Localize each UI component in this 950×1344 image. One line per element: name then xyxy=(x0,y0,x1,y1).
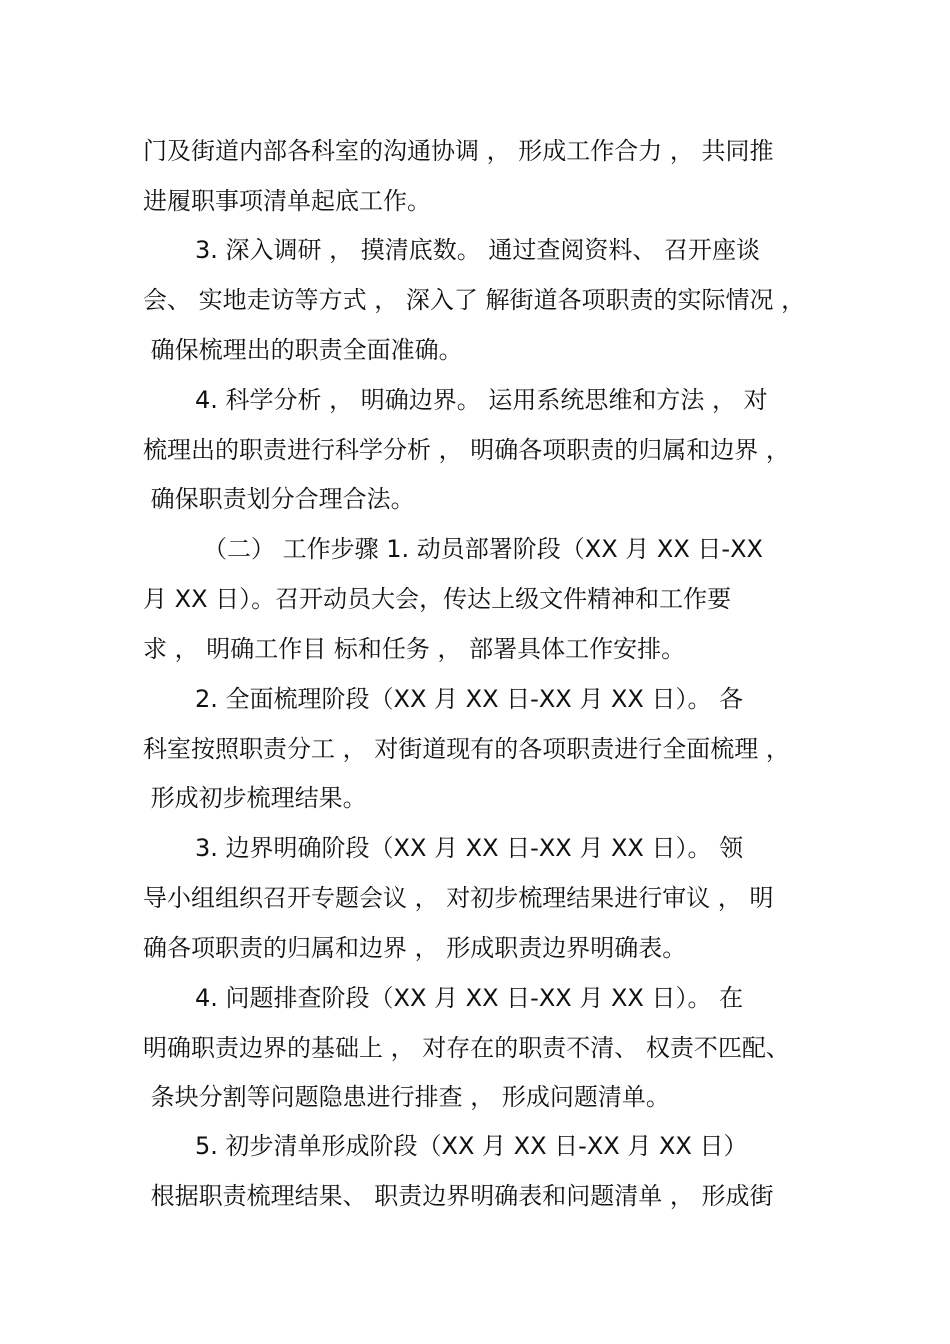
text-line: 进履职事项清单起底工作。 xyxy=(143,187,431,215)
text-line: 确各项职责的归属和边界 ， 形成职责边界明确表。 xyxy=(143,934,687,962)
text-line: 科室按照职责分工 ， 对街道现有的各项职责进行全面梳理 ， xyxy=(143,735,790,763)
text-line: 根据职责梳理结果、 职责边界明确表和问题清单 ， 形成街 xyxy=(143,1182,774,1210)
text-line: 3. 深入调研 ， 摸清底数。 通过查阅资料、 召开座谈 xyxy=(195,236,761,264)
text-line: 确保梳理出的职责全面准确。 xyxy=(143,336,463,364)
text-line: 条块分割等问题隐患进行排查 ， 形成问题清单。 xyxy=(143,1083,670,1111)
text-line: 会、 实地走访等方式 ， 深入了 解街道各项职责的实际情况 ， xyxy=(143,286,806,314)
section-heading: （二） 工作步骤 1. 动员部署阶段（XX 月 XX 日-XX xyxy=(203,535,763,563)
text-line: 月 XX 日）。召开动员大会，传达上级文件精神和工作要 xyxy=(143,585,732,613)
text-line: 5. 初步清单形成阶段（XX 月 XX 日-XX 月 XX 日） xyxy=(195,1132,748,1160)
text-line: 4. 科学分析 ， 明确边界。 运用系统思维和方法 ， 对 xyxy=(195,386,768,414)
text-line: 3. 边界明确阶段（XX 月 XX 日-XX 月 XX 日）。 领 xyxy=(195,834,744,862)
text-line: 梳理出的职责进行科学分析 ， 明确各项职责的归属和边界 ， xyxy=(143,436,790,464)
text-line: 4. 问题排查阶段（XX 月 XX 日-XX 月 XX 日）。 在 xyxy=(195,984,744,1012)
text-line: 求 ， 明确工作目 标和任务 ， 部署具体工作安排。 xyxy=(143,635,686,663)
text-line: 导小组组织召开专题会议 ， 对初步梳理结果进行审议 ， 明 xyxy=(143,884,774,912)
text-line: 确保职责划分合理合法。 xyxy=(143,485,415,513)
text-line: 2. 全面梳理阶段（XX 月 XX 日-XX 月 XX 日）。 各 xyxy=(195,685,744,713)
text-line: 明确职责边界的基础上 ， 对存在的职责不清、 权责不匹配、 xyxy=(143,1034,790,1062)
text-line: 形成初步梳理结果。 xyxy=(143,784,367,812)
text-line: 门及街道内部各科室的沟通协调 ， 形成工作合力 ， 共同推 xyxy=(143,137,774,165)
